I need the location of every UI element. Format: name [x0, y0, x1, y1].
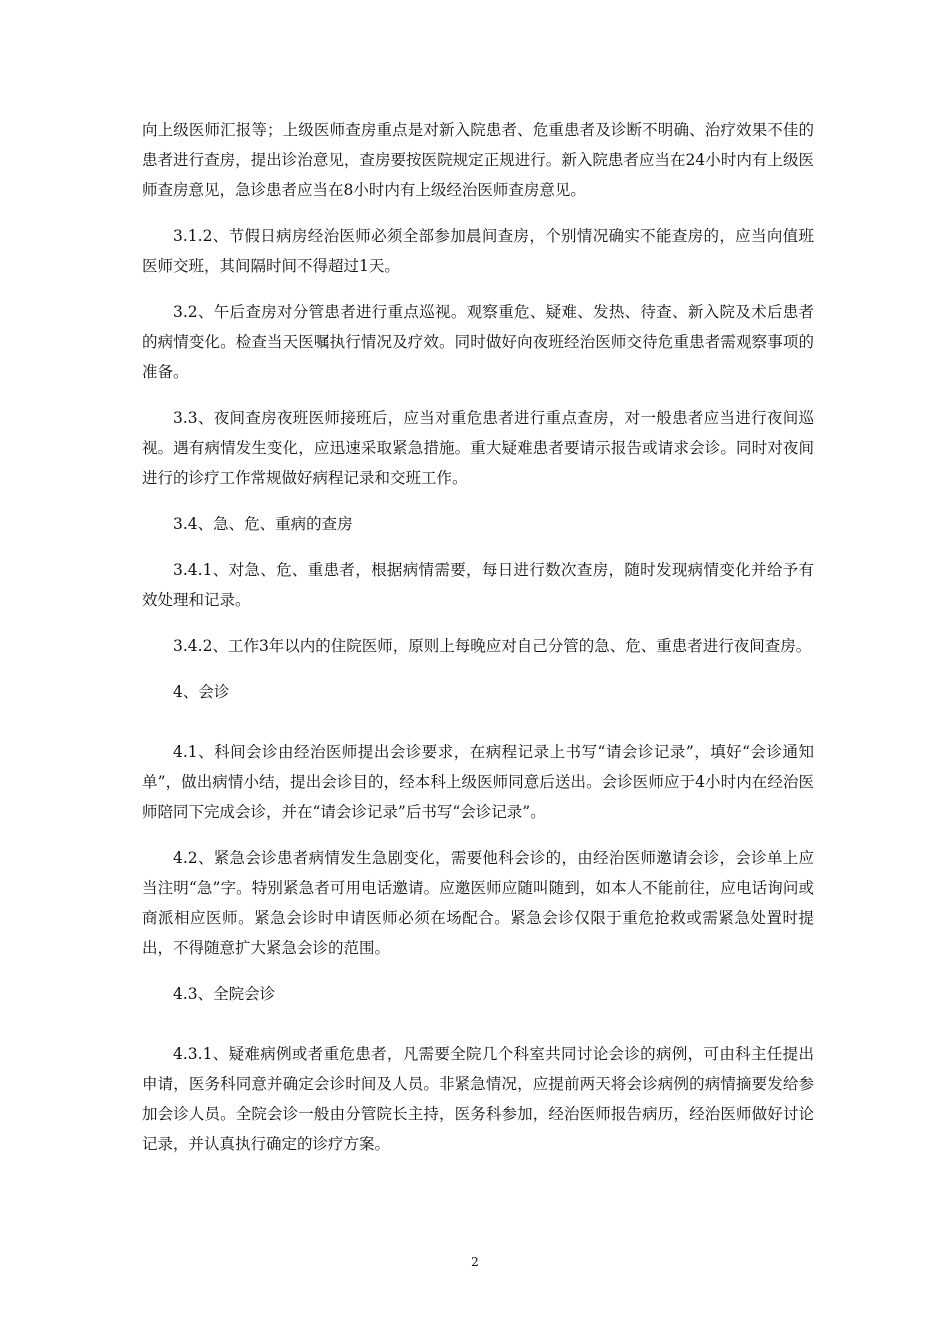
paragraph-4-1: 4.1、科间会诊由经治医师提出会诊要求，在病程记录上书写“请会诊记录”，填好“会诊通知单”，做出病情小结，提出会诊目的，经本科上级医师同意后送出。会诊医师应于4小时内在经治医师陪同下完成会诊，并在“请会诊记录”后书写“会诊记录”。 — [142, 743, 814, 821]
paragraph-3-3: 3.3、夜间查房夜班医师接班后，应当对重危患者进行重点查房，对一般患者应当进行夜间巡视。遇有病情发生变化，应迅速采取紧急措施。重大疑难患者要请示报告或请求会诊。同时对夜间进行的诊疗工作常规做好病程记录和交班工作。 — [142, 409, 814, 487]
heading-4-consultation: 4、会诊 — [173, 683, 230, 701]
paragraph-3-2: 3.2、午后查房对分管患者进行重点巡视。观察重危、疑难、发热、待查、新入院及术后患者的病情变化。检查当天医嘱执行情况及疗效。同时做好向夜班经治医师交待危重患者需观察事项的准备。 — [142, 303, 814, 381]
page-number: 2 — [471, 1255, 479, 1269]
paragraph-4-2: 4.2、紧急会诊患者病情发生急剧变化，需要他科会诊的，由经治医师邀请会诊，会诊单上应当注明“急”字。特别紧急者可用电话邀请。应邀医师应随叫随到，如本人不能前往，应电话询问或商派相应医师。紧急会诊时申请医师必须在场配合。紧急会诊仅限于重危抢救或需紧急处置时提出，不得随意扩大紧急会诊的范围。 — [142, 849, 814, 957]
heading-3-4: 3.4、急、危、重病的查房 — [173, 515, 353, 533]
heading-4-3: 4.3、全院会诊 — [173, 985, 276, 1003]
paragraph-3-4-2: 3.4.2、工作3年以内的住院医师，原则上每晚应对自己分管的急、危、重患者进行夜间查房。 — [173, 637, 812, 655]
paragraph-3-4-1: 3.4.1、对急、危、重患者，根据病情需要，每日进行数次查房，随时发现病情变化并给予有效处理和记录。 — [142, 561, 814, 609]
paragraph-3-1-2: 3.1.2、节假日病房经治医师必须全部参加晨间查房，个别情况确实不能查房的，应当向值班医师交班，其间隔时间不得超过1天。 — [142, 227, 814, 275]
paragraph-ward-round-continuation: 向上级医师汇报等；上级医师查房重点是对新入院患者、危重患者及诊断不明确、治疗效果不佳的患者进行查房，提出诊治意见，查房要按医院规定正规进行。新入院患者应当在24小时内有上级医师查房意见，急诊患者应当在8小时内有上级经治医师查房意见。 — [142, 121, 814, 199]
paragraph-4-3-1: 4.3.1、疑难病例或者重危患者，凡需要全院几个科室共同讨论会诊的病例，可由科主任提出申请，医务科同意并确定会诊时间及人员。非紧急情况，应提前两天将会诊病例的病情摘要发给参加会诊人员。全院会诊一般由分管院长主持，医务科参加，经治医师报告病历，经治医师做好讨论记录，并认真执行确定的诊疗方案。 — [142, 1045, 814, 1153]
document-body — [142, 115, 814, 1175]
